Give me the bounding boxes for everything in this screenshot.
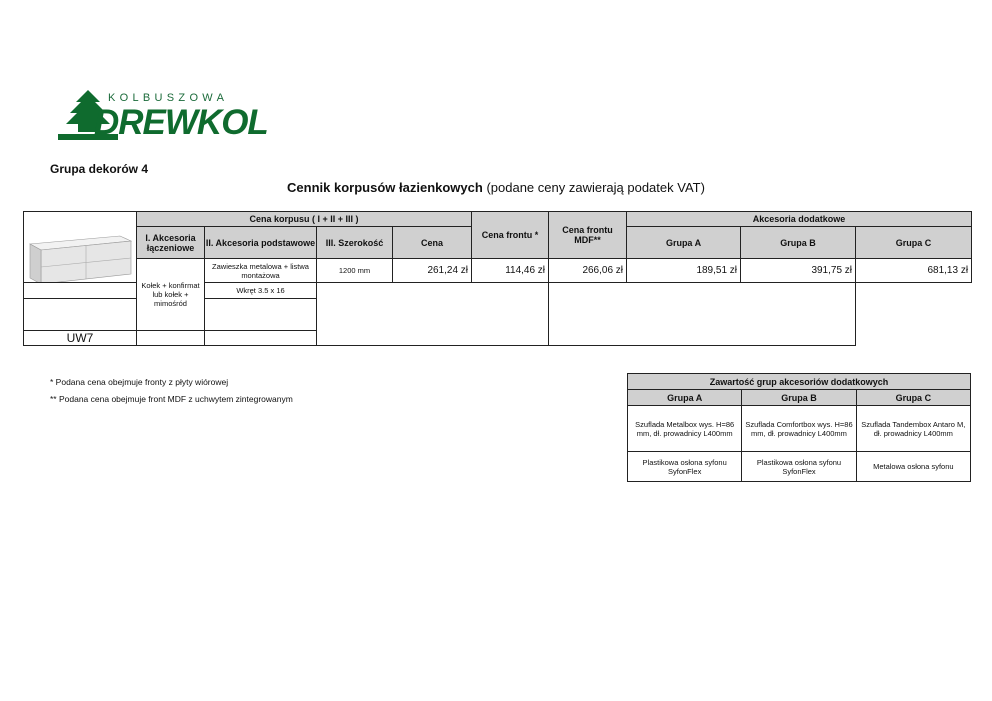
group-c-price: 681,13 zł	[856, 259, 972, 283]
group-a-price: 189,51 zł	[627, 259, 741, 283]
price-value: 261,24 zł	[393, 259, 472, 283]
col-acc1: I. Akcesoria łączeniowe	[137, 227, 205, 259]
front-mdf-price: 266,06 zł	[549, 259, 627, 283]
cabinet-image	[25, 212, 135, 282]
brand-top-text: KOLBUSZOWA	[108, 92, 229, 104]
acc1-value: Kołek + konfirmat lub kołek + mimośród	[137, 259, 205, 331]
col-group-a: Grupa A	[627, 227, 741, 259]
col-group-b: Grupa B	[741, 227, 856, 259]
accessory-groups-table	[627, 373, 971, 482]
header-corpus: Cena korpusu ( I + II + III )	[137, 212, 472, 227]
note-1: * Podana cena obejmuje fronty z płyty wiórowej	[50, 377, 229, 387]
col-width: III. Szerokość	[317, 227, 393, 259]
header-front-mdf: Cena frontu MDF**	[549, 212, 627, 259]
price-table	[23, 211, 972, 346]
acc-row1-c: Szuflada Tandembox Antaro M, dł. prowadnicy L400mm	[856, 406, 970, 452]
title-normal: (podane ceny zawierają podatek VAT)	[486, 180, 705, 195]
col-price: Cena	[393, 227, 472, 259]
group-b-price: 391,75 zł	[741, 259, 856, 283]
acc-row1-b: Szuflada Comfortbox wys. H=86 mm, dł. prowadnicy L400mm	[742, 406, 856, 452]
acc-row2-c: Metalowa osłona syfonu	[856, 452, 970, 482]
acc-group-c: Grupa C	[856, 390, 970, 406]
col-acc2: II. Akcesoria podstawowe	[205, 227, 317, 259]
width-value: 1200 mm	[317, 259, 393, 283]
brand-main-text: DREWKOL	[94, 103, 268, 142]
acc-row2-b: Plastikowa osłona syfonu SyfonFlex	[742, 452, 856, 482]
note-2: ** Podana cena obejmuje front MDF z uchwytem zintegrowanym	[50, 394, 293, 404]
header-accessories: Akcesoria dodatkowe	[627, 212, 972, 227]
page-title	[0, 180, 992, 195]
title-bold: Cennik korpusów łazienkowych	[287, 180, 483, 195]
acc-group-a: Grupa A	[628, 390, 742, 406]
acc2-value-2: Wkręt 3.5 x 16	[205, 283, 317, 299]
acc-group-b: Grupa B	[742, 390, 856, 406]
acc-row1-a: Szuflada Metalbox wys. H=86 mm, dł. prowadnicy L400mm	[628, 406, 742, 452]
acc-table-title: Zawartość grup akcesoriów dodatkowych	[628, 374, 971, 390]
acc-row2-a: Plastikowa osłona syfonu SyfonFlex	[628, 452, 742, 482]
col-group-c: Grupa C	[856, 227, 972, 259]
product-image-cell	[24, 212, 137, 283]
group-title: Grupa dekorów 4	[50, 162, 149, 176]
acc2-value-1: Zawieszka metalowa + listwa montażowa	[205, 259, 317, 283]
header-front: Cena frontu *	[472, 212, 549, 259]
front-price: 114,46 zł	[472, 259, 549, 283]
product-code: UW7	[24, 331, 137, 346]
